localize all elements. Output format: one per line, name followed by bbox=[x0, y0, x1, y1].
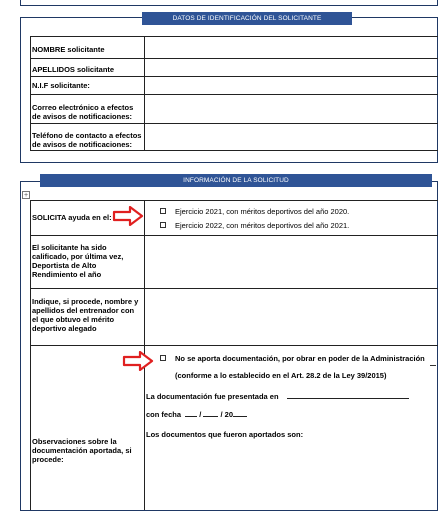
apellidos-field[interactable] bbox=[146, 60, 436, 75]
table-move-handle-icon[interactable]: + bbox=[23, 192, 29, 199]
nombre-label: NOMBRE solicitante bbox=[32, 45, 105, 54]
solicita-label: SOLICITA ayuda en el: bbox=[32, 213, 112, 222]
no-aporta-checkbox[interactable] bbox=[160, 355, 166, 361]
option-2022-label: Ejercicio 2022, con méritos deportivos del año 2021. bbox=[175, 221, 350, 230]
red-arrow-icon bbox=[122, 351, 154, 371]
identification-section-title: DATOS DE IDENTIFICACIÓN DEL SOLICITANTE bbox=[142, 12, 352, 25]
aportados-label: Los documentos que fueron aportados son: bbox=[146, 430, 304, 439]
option-2021-label: Ejercicio 2021, con méritos deportivos del año 2020. bbox=[175, 207, 350, 216]
presentada-input[interactable] bbox=[287, 398, 409, 399]
previous-section-box bbox=[20, 0, 438, 6]
fecha-day-input[interactable] bbox=[185, 416, 197, 417]
option-2021-checkbox[interactable] bbox=[160, 208, 166, 214]
telefono-label: Teléfono de contacto a efectos de avisos de notificaciones: bbox=[32, 131, 142, 149]
fecha-label: con fecha / / 20 bbox=[146, 410, 247, 419]
fecha-year-prefix: / 20 bbox=[220, 410, 233, 419]
row-line bbox=[30, 123, 438, 124]
dash-mark bbox=[430, 365, 436, 366]
presentada-label bbox=[146, 392, 409, 401]
calificado-label: El solicitante ha sido calificado, por última vez, Deportista de Alto Rendimiento el año bbox=[32, 243, 124, 279]
red-arrow-icon bbox=[112, 206, 144, 226]
option-2022-checkbox[interactable] bbox=[160, 222, 166, 228]
row-line bbox=[30, 235, 438, 236]
email-field[interactable] bbox=[146, 96, 436, 122]
apellidos-label: APELLIDOS solicitante bbox=[32, 65, 115, 74]
entrenador-field[interactable] bbox=[146, 290, 436, 344]
nombre-field[interactable] bbox=[146, 38, 436, 57]
fecha-month-input[interactable] bbox=[203, 416, 218, 417]
row-line bbox=[30, 76, 438, 77]
observaciones-label: Observaciones sobre la documentación aportada, si procede: bbox=[32, 437, 132, 464]
email-label: Correo electrónico a efectos de avisos de notificaciones: bbox=[32, 103, 134, 121]
row-line bbox=[30, 94, 438, 95]
calificado-field[interactable] bbox=[146, 237, 436, 287]
nif-field[interactable] bbox=[146, 78, 436, 93]
row-line bbox=[30, 288, 438, 289]
entrenador-label: Indique, si procede, nombre y apellidos del entrenador con el que obtuvo el mérito deportivo alegado bbox=[32, 297, 139, 333]
row-line bbox=[30, 345, 438, 346]
telefono-field[interactable] bbox=[146, 125, 436, 150]
presentada-text: La documentación fue presentada en bbox=[146, 392, 279, 401]
row-line bbox=[30, 58, 438, 59]
fecha-text: con fecha bbox=[146, 410, 182, 419]
request-section-title: INFORMACIÓN DE LA SOLICITUD bbox=[40, 174, 432, 187]
no-aporta-label: No se aporta documentación, por obrar en poder de la Administración bbox=[175, 354, 425, 363]
nif-label: N.I.F solicitante: bbox=[32, 81, 90, 90]
fecha-year-input[interactable] bbox=[233, 416, 247, 417]
conforme-label: (conforme a lo establecido en el Art. 28.2 de la Ley 39/2015) bbox=[175, 371, 387, 380]
